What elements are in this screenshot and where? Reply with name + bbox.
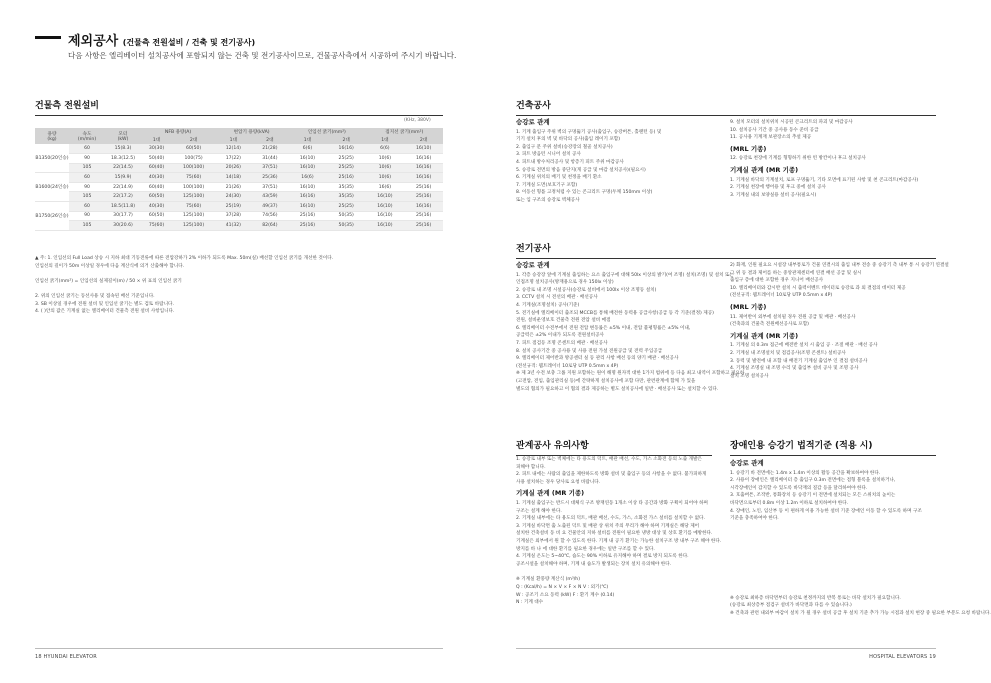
table-cell: 16(10) <box>299 155 316 161</box>
construction-left-sub: 승강로 관계 <box>516 118 550 126</box>
electrical-right <box>730 258 949 380</box>
text-line: 1. 승강기 바 전면에는 1.4m x 1.4m 이상의 활동 공간을 확보하여야 한다. <box>730 470 881 476</box>
table-cell: 24(30) <box>225 194 241 200</box>
text-line: 설치한 건축설비 동 비 요 건물안의 지하 설비를 전원이 필요한 냉방 대상 및 상호 환기를 예방한다. <box>516 531 713 537</box>
table-cell: 82(64) <box>262 223 278 229</box>
electrical-heading: 전기공사 <box>516 241 936 259</box>
table-cell: 105 <box>82 223 92 229</box>
table-cell: 35(35) <box>338 184 354 190</box>
text-line: 설치 조명 설치공사 <box>730 373 769 379</box>
text-line: 8. 이동선 형틀 고정처럼 수 있는 콘크리트 구멍(두께 150mm 이상) <box>516 190 653 196</box>
text-line: 1. 기계 출입구 주위 벽의 구멍뚫기 공사(출입구, 승강버튼, 홀랜턴 등) 및 <box>516 129 662 135</box>
col-speed: 속도 (m/min) <box>77 131 97 142</box>
page-title: 제외공사 (건물측 전원설비 / 건축 및 전기공사) <box>68 34 256 49</box>
power-table <box>35 128 443 231</box>
table-row <box>35 202 443 212</box>
sub-col: 1대 <box>229 138 238 143</box>
text-line: 11. 제어반이 외부에 설치될 경우 전원 공급 및 배관 · 배선공사 <box>730 314 856 320</box>
text-line: ▲ 주: 1. 인입선의 Full Load 상승 시 지하 최대 기동전류에 따른 전압강하가 2% 이하가 되도록 Max. 50m(실) 배선할 인입선 굵기를 개선한 것이다. <box>35 256 334 261</box>
text-line: 공조시설을 설치해야 하며, 기계 내 습도가 발생되는 장치 설치 유의해야 한다. <box>516 561 672 567</box>
table-cell: 18.5(11.8) <box>110 203 136 209</box>
table-cell: 16(10) <box>299 184 316 190</box>
text-line: 전원, 설비운영보호 건물측 전원 전압 설비 매점 <box>516 318 611 324</box>
table-cell: 16(16) <box>338 146 354 152</box>
text-line: 구조는 설계 해야 한다. <box>516 508 562 514</box>
table-cell: 17(22) <box>225 155 241 161</box>
table-cell: 125(100) <box>183 194 205 200</box>
text-line: 12. 승강로 천장에 기계를 형형하기 위한 빈 방칸이나 후크 설치공사 <box>730 156 866 162</box>
sub-col: 2대 <box>266 138 274 143</box>
table-cell: 125(100) <box>183 223 205 229</box>
text-line: 3. 피트 방음턴 시니어 설치 공사 <box>516 152 581 158</box>
text-line: ※ 기계실 환풍량 계산식 (m³/h) <box>516 577 580 583</box>
table-cell: 16(10) <box>377 194 393 200</box>
text-line: 2. 승강로 내 조명 시설공사(승강로 설비에서 100lx 이상 조명등 설치) <box>516 287 657 293</box>
electrical-mrl-sub: (MRL 기종) <box>730 302 767 311</box>
table-cell: 16(10) <box>377 213 393 219</box>
table-cell: 16(16) <box>415 165 432 171</box>
text-line: 1. 기계실 의 0.3m 접근에 배전반 설치 시 출입 공 · 조절 배관 · 배선 공사 <box>730 343 878 349</box>
table-cell: 15(8.3) <box>114 146 132 152</box>
text-line: 3. 기계실 내의 보양실용 설비 공사(필요시) <box>730 192 817 198</box>
table-cell: 100(75) <box>184 155 203 161</box>
table-cell: 30(17.7) <box>113 213 133 219</box>
text-line: 9. 엘리베이터 제어반과 방공센터 실 등 관리 사항 배선 등의 양기 배관 · 배선공사 <box>516 356 679 362</box>
table-cell: 60(40) <box>148 165 165 171</box>
intro-text: 다음 사항은 엘리베이터 설치공사에 포함되지 않는 건축 및 전기공사이므로, 건물공사측에서 시공하여 주시기 바랍니다. <box>68 51 457 60</box>
col-motor: 모터 (kW) <box>117 131 129 142</box>
text-line: 5. 승강로 전면의 방음 중단지(게 공급 및 마감 설치공사)(필요시) <box>516 167 646 173</box>
table-cell: 40(30) <box>148 175 165 181</box>
col-transformer: 변압기 용량(kVA) <box>233 130 270 135</box>
text-line: 또는 입 구조의 승강로 벽체공사 <box>516 197 580 203</box>
table-cell: 37(28) <box>225 213 241 219</box>
text-line: 7. 기계실 도면(보호기구 포함) <box>516 182 578 188</box>
barrier-heading: 장애인용 승강기 법적기준 (적용 시) <box>730 438 936 456</box>
text-line: 인입선 굵기(mm²) = 인입선의 실제길이(m) / 50 × 위 표의 인입선 굵기 <box>35 278 182 284</box>
table-cell: 16(16) <box>415 175 432 181</box>
table-row <box>35 144 443 154</box>
text-line: (고전압, 전임, 출입관리실 등)에 간략하게 설치공사에 포함 다만, 관련관계에 함께 가 있을 <box>516 378 696 384</box>
table-cell: 10(6) <box>378 175 392 181</box>
table-cell: 21(26) <box>225 184 241 190</box>
pipe-sub: 기계실 관계 (MR 기종) <box>516 489 585 498</box>
table-cell: 16(6) <box>378 184 392 190</box>
table-cell: 25(16) <box>415 184 432 190</box>
table-cell: 60(40) <box>148 184 165 190</box>
table-cell: 25(36) <box>262 175 278 181</box>
table-cell: 14(18) <box>225 175 241 181</box>
text-line: 인접조명 설치공사(방재용으로 경우 150lx 이상) <box>516 280 614 286</box>
text-line: 바닥면으로부터 0.8m 이상 1.2m 이하로 설치하여야 한다. <box>730 500 849 506</box>
table-cell: 37(51) <box>262 165 278 171</box>
table-cell: 50(40) <box>148 155 165 161</box>
table-cell: 25(16) <box>338 175 354 181</box>
model-cell: B1350(20인승) <box>35 144 69 173</box>
pipe-heading: 관계공사 유의사항 <box>516 438 712 456</box>
text-line: 별도의 협의가 필요하고 이 협의 결과 제공하는 별도 설치공사에 일반 · 배선공사 또는 설치할 수 있다. <box>516 386 719 392</box>
table-cell: 25(16) <box>299 213 316 219</box>
table-row <box>35 192 443 202</box>
table-cell: 25(19) <box>225 203 241 209</box>
text-line: (승강로 최상층부 점검구 설비가 바닥면과 다를 수 있습니다.) <box>730 603 852 609</box>
table-cell: 25(25) <box>338 155 354 161</box>
table-cell: 25(25) <box>338 203 354 209</box>
text-line: 1. 각층 승강장 앞에 기계실 출입하는 요소 출입구에 대해 50lx 이상의 밝기(여 조명) 설치(조명) 및 설치 또는 <box>516 272 734 278</box>
electrical-left <box>516 258 745 393</box>
power-notes <box>35 255 443 316</box>
text-line: 2. 위의 인입선 굵기는 동선사용 및 접속된 배선 기준입니다. <box>35 293 155 299</box>
model-cell: B1600(24인승) <box>35 173 69 202</box>
text-line: 기계실은 외부에서 원 할 수 있도록 한다. 기계 내 공기 환기는 가능한 설치구조 방 내부 구조 해야 한다. <box>516 538 722 544</box>
table-cell: 16(10) <box>377 223 393 229</box>
barrier-sub: 승강로 관계 <box>730 459 764 467</box>
table-cell: 30(30) <box>148 146 165 152</box>
table-cell: 22(14.9) <box>113 184 133 190</box>
text-line: ※ 건축과 관련 내외부 마감이 설치 가 될 경우 설비 공급 후 설치 기준 추가 가능 시점과 설치 현장 중 필요한 부분도 요청 바랍니다. <box>730 610 991 616</box>
text-line: (전선규격: 웹트레이너 10로당 UTP 0.5mm x 4P) <box>730 293 833 299</box>
electrical-mr-sub: 기계실 관계 (MR 기종) <box>730 331 799 340</box>
footer-rule-right <box>516 648 936 649</box>
text-line: 7. 피트 점검등 조명 콘센트의 배관 · 배선공사 <box>516 340 608 346</box>
table-cell: 15(9.9) <box>114 175 132 181</box>
construction-mr-sub: 기계실 관계 (MR 기종) <box>730 165 799 174</box>
title-bar <box>35 36 61 39</box>
text-line: 방지를 바 나 에 대한 환기를 필요한 경우에는 일반 구조를 할 수 있다. <box>516 546 655 552</box>
table-row <box>35 173 443 183</box>
text-line: 9. 설치 모터의 설치위치 시공된 콘크리트의 파괴 및 마감공사 <box>730 120 853 125</box>
table-row <box>35 182 443 192</box>
text-line: 1. 승강로 내부 또는 벽체에는 타 용도의 덕트, 배관 배선, 수도, 가스 소화전 등의 노출 개발은 <box>516 457 702 462</box>
table-cell: 12(14) <box>225 146 241 152</box>
text-line: 2. 사용이 장애인은 엘리베이터 층 출입구 0.3m 전면에는 점형 블록을 설치하거나, <box>730 478 896 484</box>
table-row <box>35 211 443 221</box>
text-line: 2. 기계실 천장에 행어용 및 후크 중에 설치 공사 <box>730 185 826 191</box>
text-line: 10. 엘리베이터와 감시반 설치 시 출력이벤트 데이터로 승강로 과 외 결점의 데이터 제공 <box>730 285 906 291</box>
table-cell: 100(100) <box>183 165 205 171</box>
text-line: 3. CCTV 설치 시 전선의 배관 · 배선공사 <box>516 295 598 301</box>
table-cell: 16(10) <box>415 146 432 152</box>
text-line: 사용 설치하는 경우 당사로 요청 바랍니다. <box>516 479 601 485</box>
text-line: 3. 기계실 바닥면 출 노출된 덕트 및 배관 상 위치 주의 무리가 해야 하며 기계실은 해당 제어 <box>516 523 700 529</box>
text-line: 시각장애인이 감지할 수 있도록 바닥재의 질감 등을 달리하여야 한다. <box>730 485 868 491</box>
table-cell: 30(20.6) <box>113 223 133 229</box>
table-cell: 125(100) <box>183 213 205 219</box>
table-cell: 90 <box>84 155 90 161</box>
table-cell: 75(60) <box>185 175 202 181</box>
table-cell: 25(16) <box>299 223 316 229</box>
table-cell: 49(37) <box>262 203 278 209</box>
text-line: 3. 호출버튼, 조작반, 통화장치 등 승강기 이 전면에 설치되는 모든 스위치의 높이는 <box>730 493 896 499</box>
table-cell: 10(6) <box>378 155 392 161</box>
col-nfb: NFB 용량(A) <box>164 130 192 135</box>
text-line: Q : (Kcal/h) = N × V × F × N V : 외기(℃) <box>516 584 609 590</box>
table-cell: 16(10) <box>377 203 393 209</box>
text-line: 2. 출입구 문 주위 설비(승강장의 철골 설치공사) <box>516 144 613 150</box>
construction-left <box>516 115 716 205</box>
power-unit: (KHz, 380V) <box>404 118 431 123</box>
text-line: 기기 설치 후의 벽 및 바닥의 공사(출입 레이기 포함) <box>516 137 621 143</box>
construction-mrl-sub: (MRL 기종) <box>730 144 767 153</box>
table-cell: 105 <box>82 194 92 200</box>
sub-col: 1대 <box>152 138 161 143</box>
table-cell: 60(50) <box>148 213 165 219</box>
text-line: 6. 엘리베이터 수전부에서 전원 전압 변동률은 ±5% 이내, 전압 불평형률은 ±5% 이내, <box>516 325 691 331</box>
text-line: 11. 공사용 기계재 보관장소의 추설 제공 <box>730 135 812 141</box>
text-line: N : 기계 대수 <box>516 600 544 606</box>
sub-col: 1대 <box>381 138 389 143</box>
table-cell: 10(6) <box>378 165 392 171</box>
table-cell: 22(14.5) <box>113 165 133 171</box>
col-ground: 접지선 굵기(mm²) <box>385 130 424 135</box>
text-line: 공급력은 ±2% 이내가 되도록 전원설비공사 <box>516 333 604 339</box>
table-cell: 74(56) <box>262 213 278 219</box>
table-cell: 16(10) <box>299 203 316 209</box>
text-line: W : 공조기 소요 동력 (kW) F : 환기 계수 (0.14) <box>516 592 615 598</box>
text-line: (전선규격: 웹트레이너 10로당 UTP 0.5mm x 4P) <box>516 363 619 369</box>
text-line <box>35 285 443 293</box>
sub-col: 2대 <box>419 138 428 143</box>
text-line: 1. 기계실 출입구는 반드시 대체식 구조 방재연동 1개소 이상 타 공간과 방화 구획이 되어야 하며 <box>516 500 708 506</box>
table-cell: 25(25) <box>338 165 354 171</box>
footer-right: HOSPITAL ELEVATORS 19 <box>869 654 936 660</box>
table-cell: 22(17.2) <box>113 194 133 200</box>
table-cell: 75(60) <box>148 223 165 229</box>
table-cell: 60(50) <box>148 194 165 200</box>
table-cell: 35(35) <box>338 194 354 200</box>
text-line: 2. 피트 내에는 사람의 출입을 제한하도록 방화 설비 및 출입구 등의 사항을 수 없다. 불가피하게 <box>516 472 707 478</box>
table-cell: 16(16) <box>415 203 432 209</box>
text-line: 4. 기계실(조명설치) 공사(기준) <box>516 302 580 308</box>
table-cell: 41(32) <box>225 223 241 229</box>
pipe-body <box>516 456 722 607</box>
text-line: 3. SB 이상일 경우에 전원 설비 및 인입선 굵기는 별도 검토 바랍니다. <box>35 301 174 307</box>
table-cell: 16(16) <box>415 155 432 161</box>
text-line: 출입구 층에 대한 포함한 경우 지니어 배선공사 <box>730 278 824 284</box>
table-cell: 6(6) <box>380 146 390 152</box>
text-line: 4. ( )안의 값은 기계실 없는 엘리베이터 건물측 전원 설비 사항입니다. <box>35 309 175 315</box>
page-subtitle: (건물측 전원설비 / 건축 및 전기공사) <box>122 38 256 47</box>
table-cell: 105 <box>82 165 92 171</box>
text-line: 6. 기계실 위치의 배기 및 천정을 배기 환소 <box>516 175 602 181</box>
text-line: 3. 동력 및 발전에 내 포함 내 배전기 기계실 출입부 인 결점 설비공사 <box>730 358 868 364</box>
table-cell: 90 <box>84 213 90 219</box>
table-cell: 20(26) <box>225 165 241 171</box>
sub-col: 2대 <box>342 138 350 143</box>
col-feeder: 인입선 굵기(mm²) <box>307 130 346 135</box>
text-line: 2. 기계실 내 조명설치 및 점검공사(조명 콘센트) 설비공사 <box>730 350 846 356</box>
text-line: 4. 피트내 방수처리공사 및 항층기 피트 주위 마감공사 <box>516 159 624 165</box>
table-cell: 50(35) <box>338 213 354 219</box>
text-line: (건축과의 건물측 전원배선공사로 포함) <box>730 322 809 328</box>
text-line: 5. 전기실에 엘리베이터 출조되 MCCB를 통해 배전한 동력용 공급사항(공급 등 각 기준(결정) 제공) <box>516 310 714 316</box>
table-cell: 90 <box>84 184 90 190</box>
text-line: 피해야 합니다. <box>516 464 546 470</box>
barrier-body <box>730 456 991 618</box>
text-line: 1. 기계실 바닥의 기계설치, 로프 구멍뚫기, 기타 모면에 표기된 사항 및 천 콘크리트(마감공사) <box>730 177 919 183</box>
text-line: 기준을 충족하여야 한다. <box>730 516 779 522</box>
text-line: 2. 기계실 내부에는 타 용도의 덕트, 배관 배선, 수도, 가스, 소화전 가스 설비를 설치할 수 없다. <box>516 516 705 522</box>
construction-heading: 건축공사 <box>516 98 936 116</box>
table-cell: 25(16) <box>415 194 432 200</box>
text-line: 4. 장애인, 노인, 임산부 등 이 편하게 이용 가능한 설비 기준 장애인 이동 할 수 있도록 하며 구조 <box>730 508 922 514</box>
table-cell: 100(100) <box>183 184 205 190</box>
table-cell: 25(16) <box>415 213 432 219</box>
footer-rule-left <box>35 648 443 649</box>
table-row <box>35 163 443 173</box>
text-line: ※ 승강로 최하층 바닥면부터 승강로 천정까지의 반복 통로는 바닥 설치가 필요합니다. <box>730 595 901 601</box>
table-cell: 40(30) <box>148 203 165 209</box>
text-line: 인입선의 길이가 50m 이상일 경우에 다음 계산식에 의거 산출해야 합니다. <box>35 263 185 269</box>
table-cell: 16(10) <box>299 165 316 171</box>
text-line: 그 위 등 결과 제어를 하는 중앙관제센터에 연결 배선 공급 및 실시 <box>730 270 862 276</box>
table-cell: 31(44) <box>262 155 278 161</box>
text-line: 8. 설치 공사기간 중 공사용 및 사용 전원 가설 전원공급 및 전력 주입공급 <box>516 348 663 354</box>
table-cell: 50(35) <box>338 223 354 229</box>
table-cell: 37(51) <box>262 184 278 190</box>
text-line: 4. 기계실 조명실 내 조명 수리 및 출입부 설비 공사 및 조명 공사 <box>730 366 859 372</box>
table-cell: 75(60) <box>185 203 202 209</box>
table-cell: 60(50) <box>185 146 202 152</box>
sub-col: 1대 <box>303 138 312 143</box>
col-capacity: 용량 (kg) <box>47 131 57 142</box>
table-cell: 16(6) <box>301 175 314 181</box>
table-cell: 18.3(12.5) <box>110 155 136 161</box>
table-row <box>35 221 443 231</box>
model-cell: B1750(26인승) <box>35 202 69 231</box>
table-cell: 21(28) <box>262 146 278 152</box>
table-cell: 25(16) <box>415 223 432 229</box>
text-line: ※ 제 3년 수전 보충 그룹 지원 포함하는 원이 해명 원자적 대한 1가지 범위에 등 다음 최고 내역이 포함하고 필요하 <box>516 371 745 377</box>
table-cell: 6(6) <box>302 146 313 152</box>
power-heading: 건물측 전원설비 <box>35 98 443 116</box>
sub-col: 2대 <box>189 138 198 143</box>
table-cell: 60 <box>84 203 90 209</box>
text-line <box>35 270 443 278</box>
text-line: 10. 설치공사 기간 중 공사용 동수 준비 공급 <box>730 127 819 133</box>
text-line: 2) 화재, 인원 필요요 시설장 내부통로가 건물 연결시의 출입 내부 전송 중 승강기 측 내부 통 시 승강기 연결설 <box>730 263 949 268</box>
table-row <box>35 154 443 164</box>
table-cell: 60 <box>84 175 90 181</box>
text-line: 4. 기계실 온도는 5~40℃, 습도는 90% 이하로 유지해야 하며 결로 방지 되도록 한다. <box>516 554 689 560</box>
table-cell: 60 <box>84 146 90 152</box>
construction-right <box>730 115 936 199</box>
footer-left: 18 HYUNDAI ELEVATOR <box>35 654 97 660</box>
table-cell: 43(59) <box>262 194 278 200</box>
electrical-left-sub: 승강로 관계 <box>516 261 550 269</box>
table-cell: 16(16) <box>299 194 316 200</box>
